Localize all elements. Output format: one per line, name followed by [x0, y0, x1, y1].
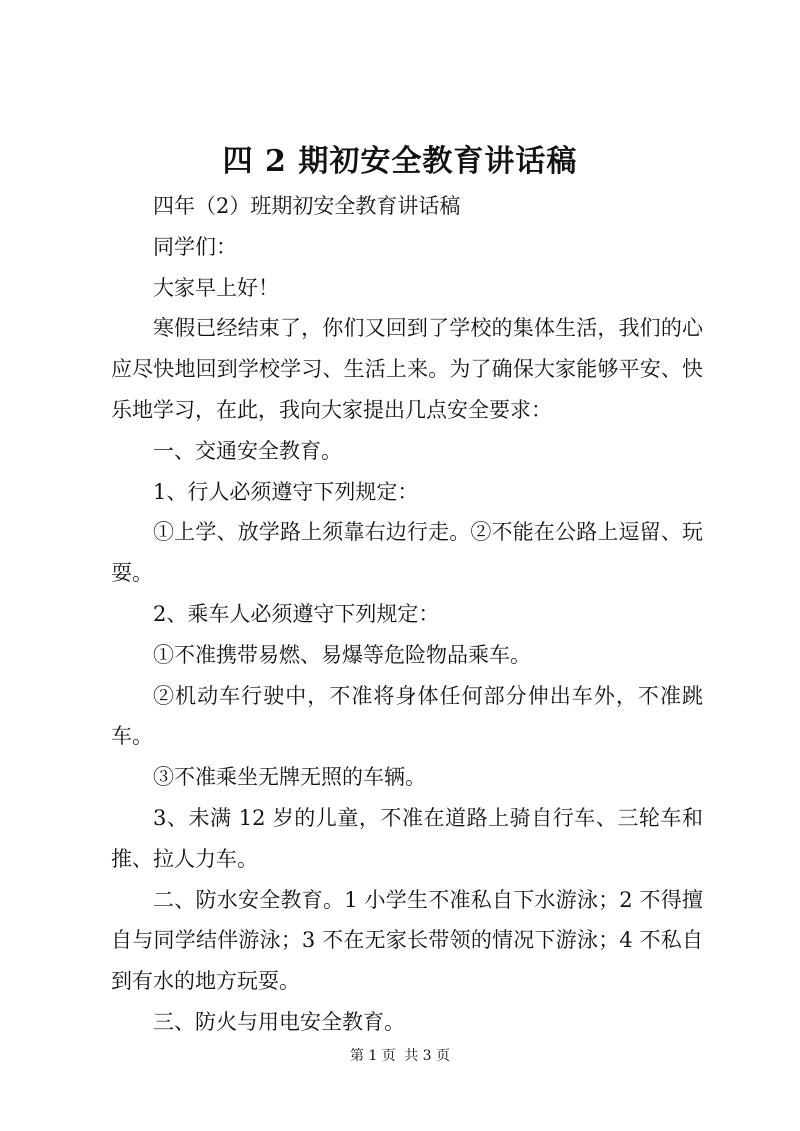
page-number: 第 1 页: [349, 1048, 396, 1064]
paragraph: ①不准携带易燃、易爆等危险物品乘车。: [153, 642, 531, 667]
paragraph: 二、防水安全教育。1 小学生不准私自下水游泳；2 不得擅自与同学结伴游泳；3 不在无家长带领的情况下游泳；4 不私自到有水的地方玩耍。: [111, 887, 703, 994]
document-title: 四 2 期初安全教育讲话稿: [222, 144, 578, 179]
paragraph: 三、防火与用电安全教育。: [153, 1009, 405, 1034]
paragraph: 一、交通安全教育。: [153, 438, 342, 463]
paragraph: 1、行人必须遵守下列规定：: [153, 479, 419, 504]
paragraph: 大家早上好！: [153, 275, 279, 300]
page-footer: [0, 1046, 800, 1066]
page-total: 共 3 页: [404, 1048, 451, 1064]
paragraph: 2、乘车人必须遵守下列规定：: [153, 601, 440, 626]
document-body: [111, 186, 703, 1043]
paragraph: 同学们：: [153, 234, 237, 259]
paragraph: 四年（2）班期初安全教育讲话稿: [153, 194, 461, 218]
paragraph: 3、未满 12 岁的儿童，不准在道路上骑自行车、三轮车和推、拉人力车。: [111, 805, 703, 871]
paragraph: ③不准乘坐无牌无照的车辆。: [153, 765, 426, 790]
paragraph: ②机动车行驶中，不准将身体任何部分伸出车外，不准跳车。: [111, 683, 703, 749]
paragraph: ①上学、放学路上须靠右边行走。②不能在公路上逗留、玩耍。: [111, 520, 703, 586]
paragraph: 寒假已经结束了，你们又回到了学校的集体生活，我们的心应尽快地回到学校学习、生活上来。为了确保大家能够平安、快乐地学习，在此，我向大家提出几点安全要求：: [111, 316, 703, 422]
